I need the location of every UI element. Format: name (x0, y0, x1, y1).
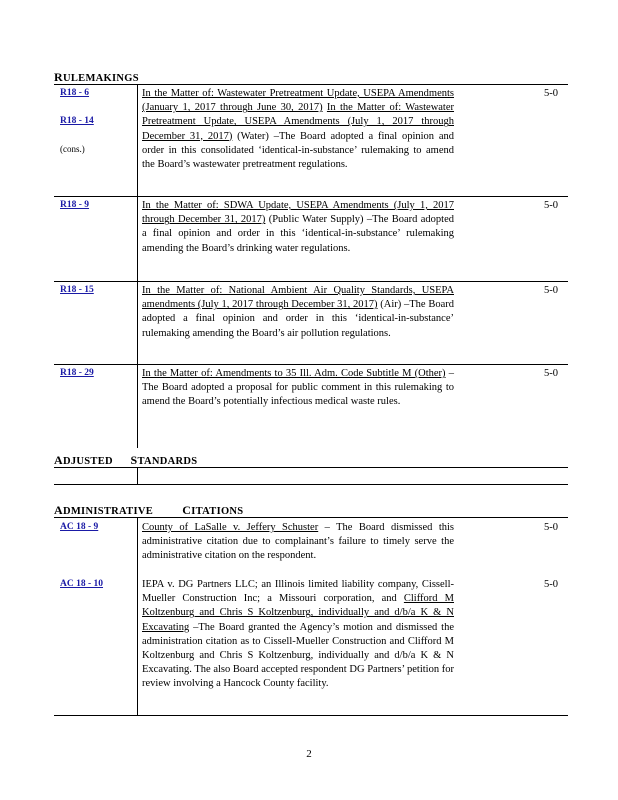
section-heading-rulemakings: RULEMAKINGS (54, 70, 139, 84)
docket-link[interactable]: AC 18 - 9 (60, 522, 99, 532)
continued-note: (cons.) (60, 144, 85, 154)
table-row (54, 520, 568, 572)
docket-link[interactable]: R18 - 6 (60, 88, 90, 98)
docket-link[interactable]: R18 - 29 (60, 368, 94, 378)
page-number: 2 (306, 748, 312, 760)
vote-count: 5-0 (544, 200, 558, 211)
section-heading-administrative-citations: ADMINISTRATIVE CITATIONS (54, 503, 244, 517)
item-description: IEPA v. DG Partners LLC; an Illinois limited liability company, Cissell-Mueller Construction Inc; a Missouri corporation, and Clifford M Koltzenburg and Chris S Koltzenburg, individually and d/b/a K & N Excavating –The Board granted the Agency’s motion and dismissed the administration citation as to Cissell-Mueller Construction and Clifford M Koltzenburg and Chris S Koltzenburg, individually and d/b/a K & N Excavating. The also Board accepted respondent DG Partners’ petition for review involving a Hancock County facility. (142, 579, 454, 690)
item-description: In the Matter of: Amendments to 35 Ill. Adm. Code Subtitle M (Other) –The Board adopted a proposal for public comment in this rulemaking to amend the Board’s potentially infectious medical waste rules. (142, 368, 454, 408)
docket-link[interactable]: AC 18 - 10 (60, 579, 104, 589)
section-rule (54, 467, 568, 468)
vote-count: 5-0 (544, 368, 558, 379)
column-divider (137, 467, 138, 484)
row-rule (54, 281, 568, 282)
vote-count: 5-0 (544, 579, 558, 590)
item-description: In the Matter of: SDWA Update, USEPA Amendments (July 1, 2017 through December 31, 2017) (Public Water Supply) –The Board adopted a final opinion and order in this ‘identical-in-substance’ rulemaking amending the Board’s drinking water regulations. (142, 200, 454, 254)
table-row (54, 86, 568, 196)
table-row (54, 198, 568, 282)
section-rule (54, 484, 568, 485)
docket-link[interactable]: R18 - 15 (60, 285, 94, 295)
section-rule (54, 517, 568, 518)
item-description: County of LaSalle v. Jeffery Schuster – The Board dismissed this administrative citation due to complainant’s failure to timely serve the administrative citation on the respondent. (142, 522, 454, 562)
vote-count: 5-0 (544, 285, 558, 296)
vote-count: 5-0 (544, 522, 558, 533)
table-row (54, 283, 568, 365)
section-rule (54, 84, 568, 85)
row-rule (54, 364, 568, 365)
vote-count: 5-0 (544, 88, 558, 99)
item-description: In the Matter of: National Ambient Air Quality Standards, USEPA amendments (July 1, 2017 through December 31, 2017) (Air) –The Board adopted a final opinion and order in this ‘identical-in-substance’ rulemaking amending the Board’s air pollution regulations. (142, 285, 454, 339)
table-row (54, 366, 568, 448)
docket-link[interactable]: R18 - 9 (60, 200, 90, 210)
section-rule (54, 715, 568, 716)
section-heading-adjusted-standards: ADJUSTED STANDARDS (54, 453, 198, 467)
docket-link[interactable]: R18 - 14 (60, 116, 94, 126)
row-rule (54, 196, 568, 197)
item-description: In the Matter of: Wastewater Pretreatment Update, USEPA Amendments (January 1, 2017 through June 30, 2017) In the Matter of: Wastewater Pretreatment Update, USEPA Amendments (July 1, 2017 through December 31, 2017) (Water) –The Board adopted a final opinion and order in this consolidated ‘identical-in-substance’ rulemaking to amend the Board’s wastewater pretreatment regulations. (142, 88, 455, 171)
table-row (54, 577, 568, 713)
